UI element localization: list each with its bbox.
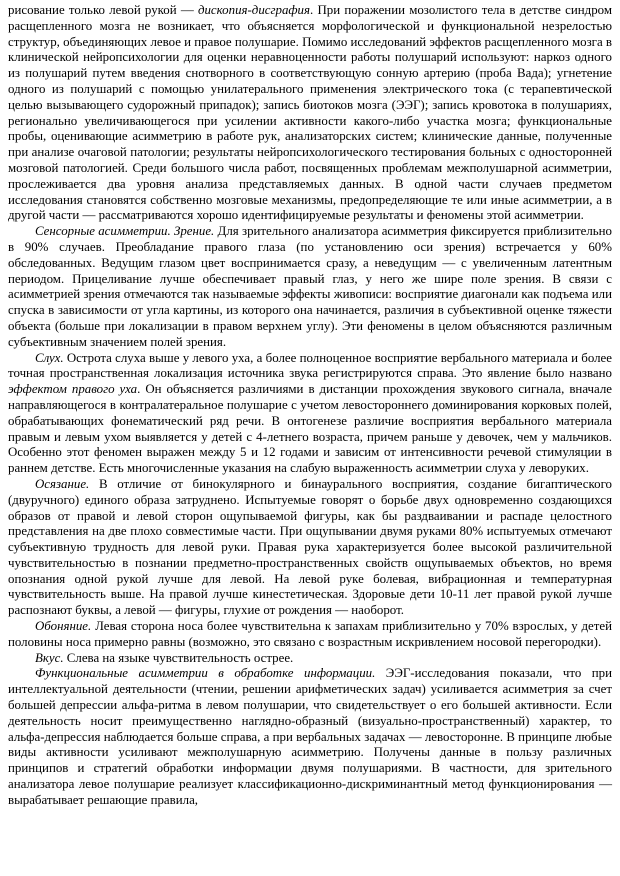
paragraph (8, 651, 612, 667)
text-run: В отличие от бинокулярного и бинаурального восприятия, создание бигаптического (двуручного) единого образа затруднено. Испытуемые говорят о борьбе двух одновременно создающихся образов от правой и левой сторон ощупываемой фигуры, как бы раздваивании и распаде целостного представления на две плохо совместимые части. При ощупывании двумя руками 80% испытуемых отмечают субъективную трудность для левой руки. Правая рука характеризуется более высокой различительной чувствительностью в познании предметно-пространственных свойств ощупываемых объектов, но время опознания одной рукой лучше для левой. На левой руке болевая, вибрационная и температурная чувствительность выше. На правой лучше кинестетическая. Здоровые дети 10-11 лет правой рукой лучше распознают буквы, а левой — фигуры, глухие от рождения — наоборот. (8, 476, 612, 618)
text-run: рисование только левой рукой — (8, 3, 198, 17)
text-run: Острота слуха выше у левого уха, а более полноценное восприятие вербального материала и более точная пространственная локализация источника звука регистрируются справа. Это явление было названо (8, 350, 612, 381)
paragraph (8, 619, 612, 651)
section-heading-inline: Функциональные асимметрии в обработке информации. (35, 666, 376, 681)
paragraph (8, 3, 612, 224)
paragraph (8, 477, 612, 619)
text-run: Для зрительного анализатора асимметрия фиксируется приблизительно в 90% случаев. Преобладание правого глаза (по установлению оси зрения) встречается у 60% обследованных. Ведущим глазом цвет воспринимается сразу, а неведущим — с увеличенным латентным периодом. Прицеливание лучше обеспечивает правый глаз, у него же шире поле зрения. В связи с асимметрией зрения отмечаются так называемые эффекты живописи: восприятие диагонали как подъема или спуска в зависимости от угла картины, из которого она начинается, различия в субъективной оценке тяжести объекта (больше при локализации в правом верхнем углу). Эти феномены в целом объясняются различным субъективным значением полей зрения. (8, 224, 612, 349)
section-heading-inline: Слух. (35, 350, 64, 365)
text-run: ЭЭГ-исследования показали, что при интеллектуальной деятельности (чтении, решении арифметических задач) усиливается асимметрия за счет большей депрессии альфа-ритма в левом полушарии, что свидетельствует о его большей активности. Если деятельность носит преимущественно наглядно-образный (визуально-пространственный) характер, то альфа-депрессия наблюдается больше справа, а при вербальных задачах — левосторонне. В принципе любые виды активности усиливают межполушарную асимметрию. Получены данные в пользу различных принципов и стратегий обработки информации двумя полушариями. В частности, для зрительного анализатора левое полушарие реализует классификационно-дискриминантный метод функционирования — вырабатывает решающие правила, (8, 666, 612, 807)
section-heading-inline: Осязание. (35, 476, 90, 491)
paragraph (8, 351, 612, 477)
section-heading-inline: Сенсорные асимметрии. Зрение. (35, 224, 215, 239)
text-run: . Он объясняется различиями в дистанции прохождения звукового сигнала, вначале направляющегося в контралатеральное полушарие с учетом левостороннего доминирования корковых полей, обрабатывающих фонематический ряд речи. В онтогенезе различие восприятия вербального материала правым и левым ухом выявляется у детей с 4-летнего возраста, причем раньше у девочек, чем у мальчиков. Особенно этот феномен выражен между 5 и 12 годами и зависим от интенсивности речевой стимуляции в раннем детстве. Есть многочисленные указания на слабую выраженность асимметрии слуха у леворуких. (8, 382, 612, 476)
text-run: Слева на языке чувствительность острее. (63, 650, 294, 665)
text-run: . При поражении мозолистого тела в детстве синдром расщепленного мозга не возникает, что объясняется морфологической и функциональной незрелостью структур, объединяющих левое и правое полушарие. Помимо исследований эффектов расщепленного мозга в клинической нейропсихологии для оценки неравноценности работы полушарий используют: наркоз одного из полушарий путем введения снотворного в соответствующую сонную артерию (проба Вада); угнетение одного из полушарий с помощью унилатерального применения электрического тока (с терапевтической целью вызывающего судорожный припадок); запись биотоков мозга (ЭЭГ); запись кровотока в полушариях, регионально увеличивающегося при усилении активности какого-либо участка мозга; функциональные пробы, оценивающие асимметрию в работе рук, анализаторских систем; клинические данные, полученные при анализе очаговой патологии; результаты нейропсихологического тестирования больных с односторонней мозговой патологией. Среди большого числа работ, посвященных проблемам межполушарной асимметрии, прослеживается два уровня анализа представляемых данных. В одной части случаев предметом исследования становятся собственно мозговые механизмы, предопределяющие те или иные асимметрии, а в другой части — рассматриваются хорошо идентифицируемые результаты и феномены этой асимметрии. (8, 3, 612, 223)
paragraph (8, 224, 612, 350)
text-run: Левая сторона носа более чувствительна к запахам приблизительно у 70% взрослых, у детей половины носа примерно равны (возможно, это связано с возрастным искривлением носовой перегородки). (8, 619, 612, 649)
paragraph (8, 666, 612, 808)
italic-term: дископия-дисграфия (197, 3, 310, 17)
section-heading-inline: Обоняние. (35, 619, 92, 634)
section-heading-inline: Вкус. (35, 650, 64, 665)
italic-term: эффектом правого уха (8, 382, 138, 397)
